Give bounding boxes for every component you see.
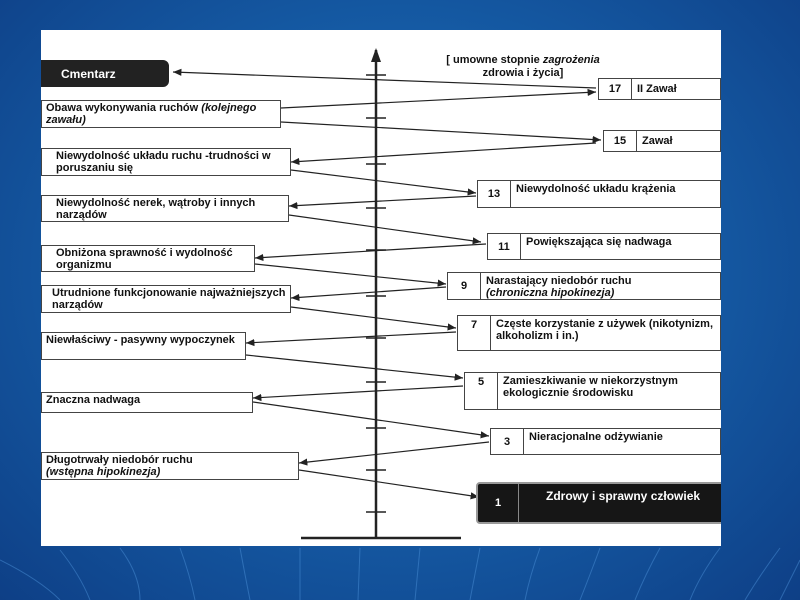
diagram-panel	[41, 30, 721, 546]
left-item-overweight: Znaczna nadwaga	[41, 392, 253, 413]
left-item-fear-of-movement: Obawa wykonywania ruchów (kolejnego zawału)	[41, 100, 281, 128]
connector	[281, 122, 601, 140]
right-item-3: 3 Nieracjonalne odżywianie	[490, 428, 721, 455]
left-item-movement-deficit: Długotrwały niedobór ruchu (wstępna hipokinezja)	[41, 452, 299, 480]
connector	[253, 386, 463, 398]
left-item-reduced-fitness: Obniżona sprawność i wydolność organizmu	[41, 245, 255, 272]
connector	[255, 264, 446, 284]
cemetery-box	[41, 60, 169, 87]
connector	[289, 196, 476, 206]
axis-caption: [ umowne stopnie zagrożenia zdrowia i życia]	[446, 54, 600, 79]
connector	[255, 244, 486, 258]
connector	[291, 170, 476, 193]
connector	[246, 355, 463, 378]
cemetery-label: Cmentarz	[61, 66, 116, 81]
right-item-7: 7 Częste korzystanie z używek (nikotynizm, alkoholizm i in.)	[457, 315, 721, 351]
right-item-13: 13 Niewydolność układu krążenia	[477, 180, 721, 208]
connector	[291, 307, 456, 328]
right-item-11: 11 Powiększająca się nadwaga	[487, 233, 721, 260]
connector	[299, 470, 479, 497]
connector	[281, 92, 596, 108]
connector	[299, 442, 489, 463]
connector	[291, 143, 596, 162]
left-item-impaired-organs: Utrudnione funkcjonowanie najważniejszych narządów	[41, 285, 291, 313]
start-item-healthy-person: 1 Zdrowy i sprawny człowiek	[476, 482, 721, 524]
right-item-15: 15 Zawał	[603, 130, 721, 152]
left-item-organ-failure: Niewydolność nerek, wątroby i innych narządów	[41, 195, 289, 222]
left-item-passive-rest: Niewłaściwy - pasywny wypoczynek	[41, 332, 246, 360]
connector	[246, 332, 456, 343]
right-item-17: 17 II Zawał	[598, 78, 721, 100]
right-item-9: 9 Narastający niedobór ruchu (chroniczna hipokinezja)	[447, 272, 721, 300]
left-item-motor-failure: Niewydolność układu ruchu -trudności w poruszaniu się	[41, 148, 291, 176]
connector	[289, 215, 481, 242]
right-item-5: 5 Zamieszkiwanie w niekorzystnym ekologicznie środowisku	[464, 372, 721, 410]
connector	[253, 402, 489, 436]
axis-arrowhead	[371, 48, 381, 62]
